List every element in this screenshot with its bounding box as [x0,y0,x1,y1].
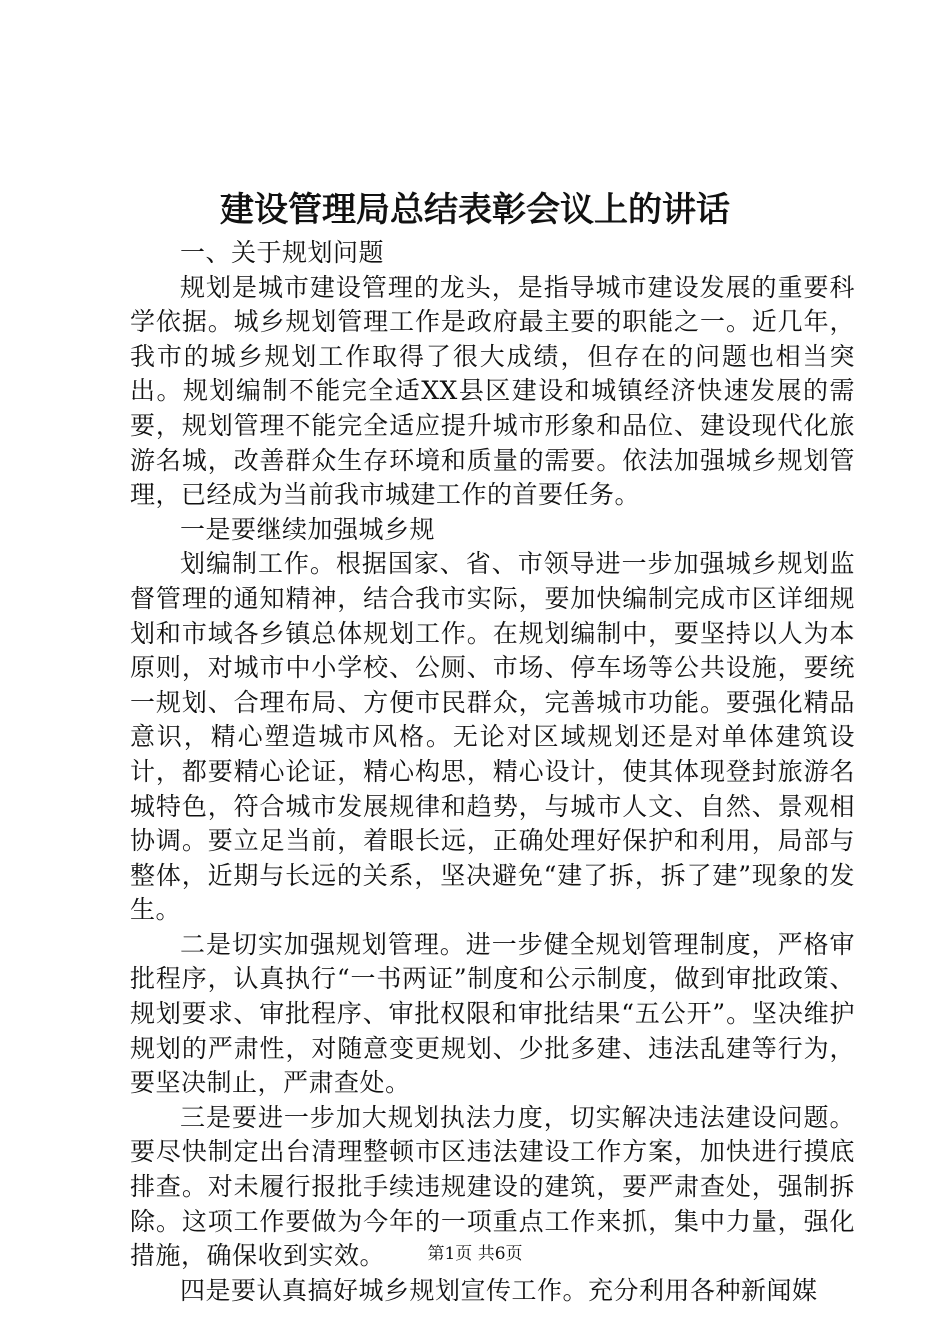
body-paragraph: 三是要进一步加大规划执法力度，切实解决违法建设问题。要尽快制定出台清理整顿市区违法建设工作方案，加快进行摸底排查。对未履行报批手续违规建设的建筑，要严肃查处，强制拆除。这项工作要做为今年的一项重点工作来抓，集中力量，强化措施，确保收到实效。 [130,1102,855,1271]
document-body [130,236,855,1308]
section-heading: 一、关于规划问题 [180,238,385,267]
body-paragraph: 二是切实加强规划管理。进一步健全规划管理制度，严格审批程序，认真执行“一书两证”制度和公示制度，做到审批政策、规划要求、审批程序、审批权限和审批结果“五公开”。坚决维护规划的严肃性，对随意变更规划、少批多建、违法乱建等行为，要坚决制止，严肃查处。 [130,929,855,1098]
body-paragraph: 划编制工作。根据国家、省、市领导进一步加强城乡规划监督管理的通知精神，结合我市实际，要加快编制完成市区详细规划和市域各乡镇总体规划工作。在规划编制中，要坚持以人为本原则，对城市中小学校、公厕、市场、停车场等公共设施，要统一规划、合理布局、方便市民群众，完善城市功能。要强化精品意识，精心塑造城市风格。无论对区域规划还是对单体建筑设计，都要精心论证，精心构思，精心设计，使其体现登封旅游名城特色，符合城市发展规律和趋势，与城市人文、自然、景观相协调。要立足当前，着眼长远，正确处理好保护和利用，局部与整体，近期与长远的关系，坚决避免“建了拆，拆了建”现象的发生。 [130,549,855,925]
page-footer: 第1页 共6页 [427,1244,523,1264]
body-paragraph: 四是要认真搞好城乡规划宣传工作。充分利用各种新闻媒 [180,1275,818,1305]
body-paragraph: 规划是城市建设管理的龙头，是指导城市建设发展的重要科学依据。城乡规划管理工作是政府最主要的职能之一。近几年，我市的城乡规划工作取得了很大成绩，但存在的问题也相当突出。规划编制不能完全适XX县区建设和城镇经济快速发展的需要，规划管理不能完全适应提升城市形象和品位、建设现代化旅游名城，改善群众生存环境和质量的需要。依法加强城乡规划管理，已经成为当前我市城建工作的首要任务。 [130,272,855,510]
body-paragraph: 一是要继续加强城乡规 [180,514,436,544]
document-title: 建设管理局总结表彰会议上的讲话 [220,190,730,230]
